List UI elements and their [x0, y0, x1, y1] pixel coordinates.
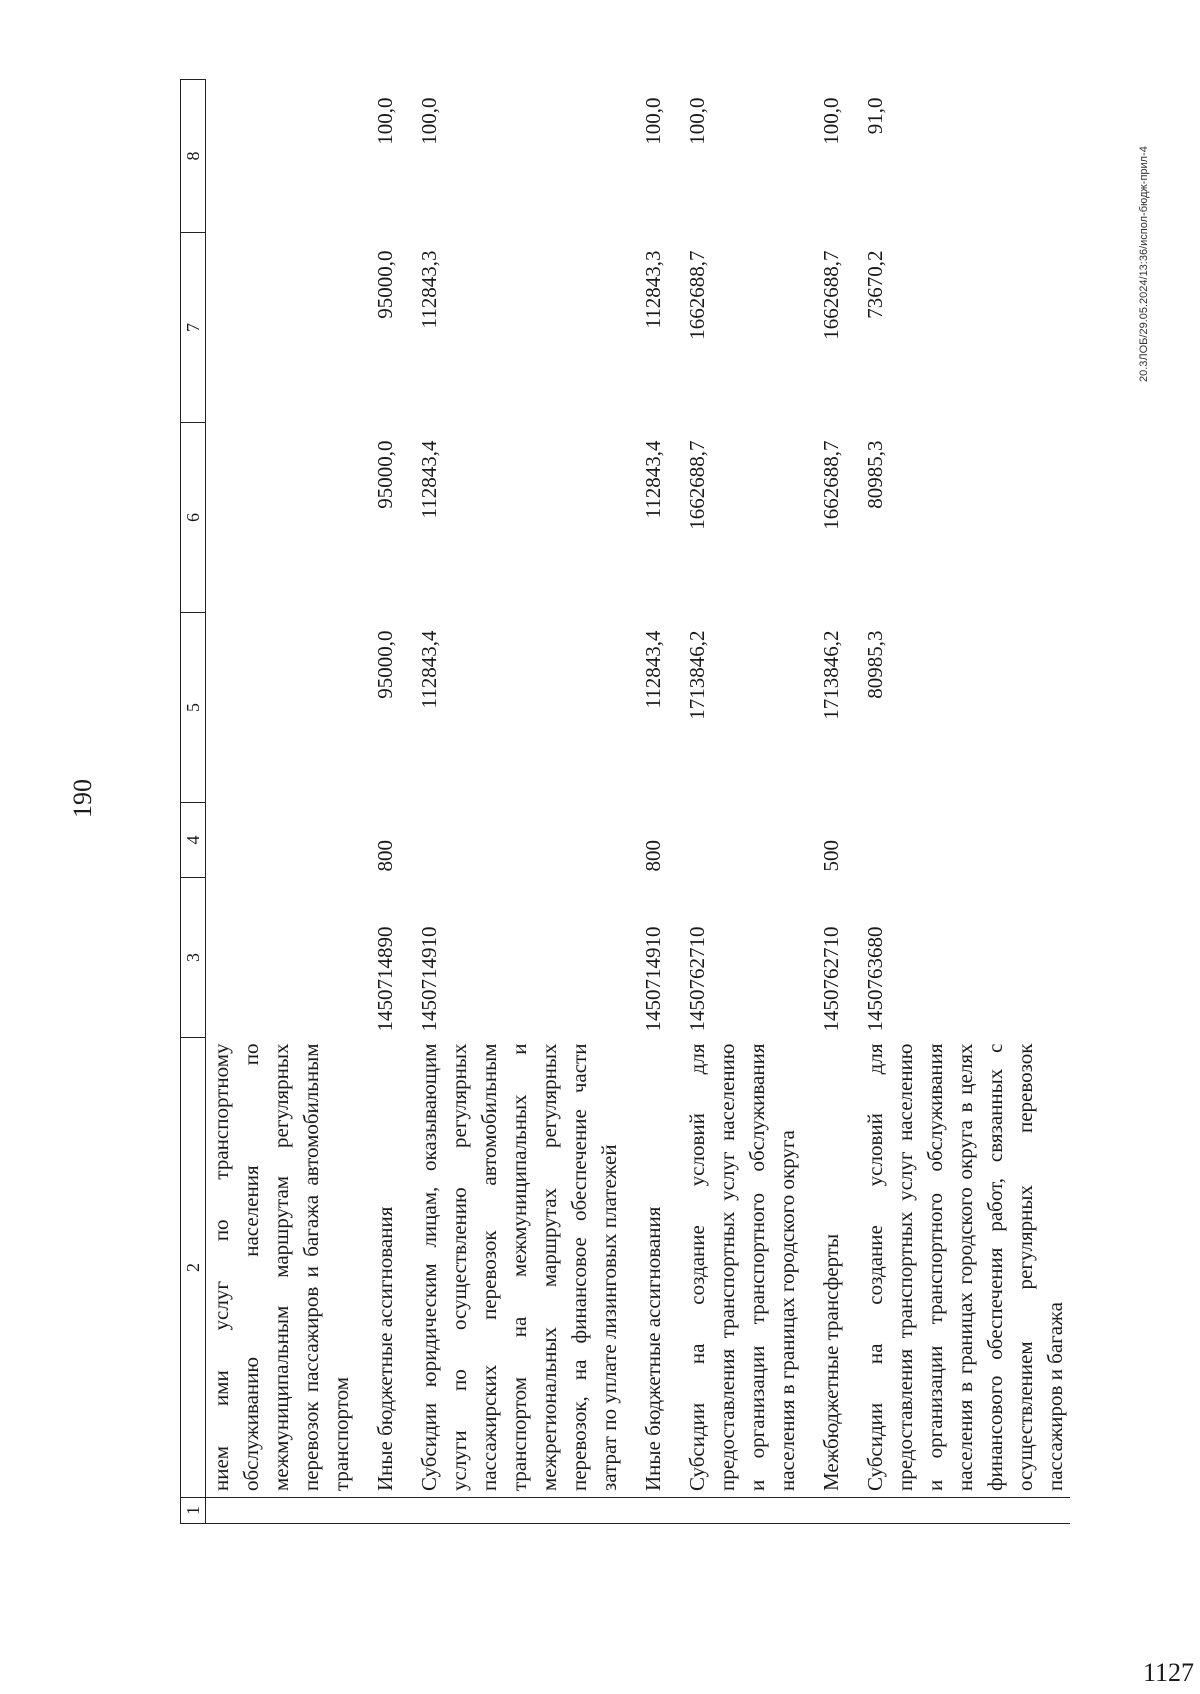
row-value-8: 100,0	[373, 97, 397, 145]
table-row	[638, 80, 668, 1524]
row-value-6: 95000,0	[373, 440, 397, 509]
row-name: нием ими услуг по транспортному обслуживанию населения по межмуниципальным маршрутам регулярных перевозок пассажиров и багажа автомобильным транспортом	[209, 1043, 353, 1491]
row-value-7: 112843,3	[417, 250, 441, 329]
sheet-number: 1127	[1142, 1658, 1194, 1687]
row-value-6: 80985,3	[863, 440, 887, 509]
row-value-8: 100,0	[417, 97, 441, 145]
column-header-2: 2	[181, 1038, 206, 1498]
row-name: Межбюджетные трансферты	[819, 1233, 843, 1491]
row-value-8: 100,0	[641, 97, 665, 145]
row-value-7: 112843,3	[641, 250, 665, 329]
table-row	[414, 80, 624, 1524]
row-code: 1450762710	[685, 926, 709, 1032]
column-header-7: 7	[181, 233, 206, 423]
row-code: 1450714910	[641, 926, 665, 1032]
row-type	[860, 803, 1070, 878]
row-type: 500	[819, 840, 843, 872]
row-value-5: 1713846,2	[685, 630, 709, 720]
row-value-8: 100,0	[685, 97, 709, 145]
row-name: Субсидии на создание условий для предоставления транспортных услуг населению и организации транспортного обслуживания населения в границах городского округа	[685, 1043, 799, 1491]
row-name: Иные бюджетные ассигнования	[373, 1206, 397, 1491]
row-code: 1450714890	[373, 926, 397, 1032]
row-value-6: 1662688,7	[819, 440, 843, 530]
row-value-5	[206, 613, 357, 803]
row-value-6	[206, 423, 357, 613]
footer-note: 20.3ЛОБ/29.05.2024/13:36/испол-бюдж-прил-4	[1138, 146, 1150, 382]
row-value-8: 100,0	[819, 97, 843, 145]
row-type: 800	[641, 840, 665, 872]
column-header-5: 5	[181, 613, 206, 803]
column-header-8: 8	[181, 80, 206, 233]
row-name: Субсидии на создание условий для предоставления транспортных услуг населению и организации транспортного обслуживания населения в границах городского округа в целях финансового обеспечения работ, связанных с осуществлением регулярных перевозок пассажиров и багажа	[863, 1043, 1067, 1491]
row-value-5: 80985,3	[863, 630, 887, 699]
row-code	[206, 878, 357, 1038]
row-code: 1450762710	[819, 926, 843, 1032]
row-type	[206, 803, 357, 878]
row-value-5: 95000,0	[373, 630, 397, 699]
row-code: 1450714910	[417, 926, 441, 1032]
row-value-7: 95000,0	[373, 250, 397, 319]
row-value-6: 112843,4	[641, 440, 665, 519]
row-code: 1450763680	[863, 926, 887, 1032]
row-value-7: 73670,2	[863, 250, 887, 319]
row-value-7: 1662688,7	[685, 250, 709, 340]
budget-table	[180, 79, 1070, 1524]
column-header-1: 1	[181, 1498, 206, 1524]
column-header-6: 6	[181, 423, 206, 613]
page-number: 190	[68, 779, 97, 818]
row-value-6: 112843,4	[417, 440, 441, 519]
row-value-7	[206, 233, 357, 423]
budget-table-container	[180, 80, 1067, 1524]
table-row	[370, 80, 400, 1524]
table-row	[206, 80, 357, 1524]
row-value-5: 112843,4	[417, 630, 441, 709]
row-type: 800	[373, 840, 397, 872]
row-value-8	[206, 80, 357, 233]
header-row	[181, 80, 206, 1524]
row-value-8: 91,0	[863, 97, 887, 135]
row-value-5: 1713846,2	[819, 630, 843, 720]
column-header-4: 4	[181, 803, 206, 878]
table-row	[816, 80, 846, 1524]
table-row	[682, 80, 802, 1524]
row-name: Субсидии юридическим лицам, оказывающим услуги по осуществлению регулярных пассажирских перевозок автомобильным транспортом на межмуниципальных и межрегиональных маршрутах регулярных перевозок, на финансовое обеспечение части затрат по уплате лизинговых платежей	[417, 1043, 621, 1491]
row-value-7: 1662688,7	[819, 250, 843, 340]
column-header-3: 3	[181, 878, 206, 1038]
row-name: Иные бюджетные ассигнования	[641, 1206, 665, 1491]
row-type	[414, 803, 624, 878]
row-type	[682, 803, 802, 878]
table-row	[860, 80, 1070, 1524]
row-value-5: 112843,4	[641, 630, 665, 709]
row-value-6: 1662688,7	[685, 440, 709, 530]
